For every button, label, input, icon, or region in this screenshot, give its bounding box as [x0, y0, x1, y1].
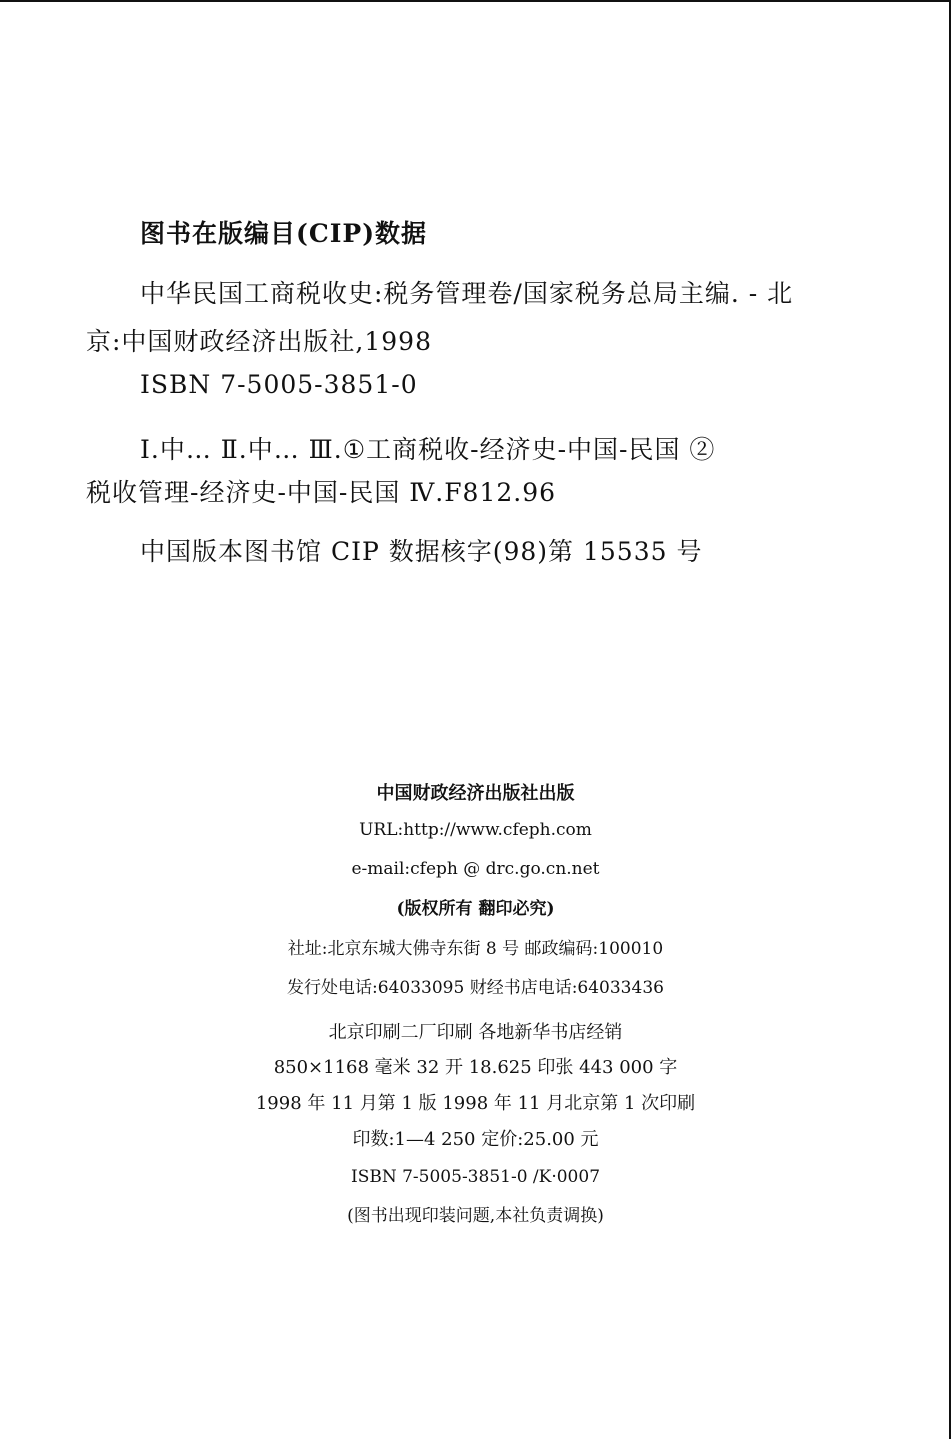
publisher-address: 社址:北京东城大佛寺东街 8 号 邮政编码:100010 [287, 939, 664, 959]
publisher-url: URL:http://www.cfeph.com [359, 820, 592, 840]
cip-isbn: ISBN 7-5005-3851-0 [140, 370, 418, 399]
cip-record-number: 中国版本图书馆 CIP 数据核字(98)第 15535 号 [140, 537, 703, 566]
print-run-price: 印数:1—4 250 定价:25.00 元 [352, 1129, 599, 1150]
publisher-email: e-mail:cfeph @ drc.go.cn.net [351, 859, 600, 879]
cip-heading: 图书在版编目(CIP)数据 [140, 219, 428, 248]
format-info: 850×1168 毫米 32 开 18.625 印张 443 000 字 [273, 1057, 678, 1078]
printing-issue-notice: (图书出现印装问题,本社负责调换) [347, 1206, 604, 1226]
cip-subjects-line-1: Ⅰ.中… Ⅱ.中… Ⅲ.①工商税收-经济史-中国-民国 ② [140, 435, 716, 464]
cip-subjects-line-2: 税收管理-经济史-中国-民国 Ⅳ.F812.96 [86, 478, 557, 507]
edition-info: 1998 年 11 月第 1 版 1998 年 11 月北京第 1 次印刷 [255, 1093, 696, 1114]
cip-title-line-2: 京:中国财政经济出版社,1998 [86, 327, 432, 356]
cip-title-line-1: 中华民国工商税收史:税务管理卷/国家税务总局主编. - 北 [140, 279, 794, 308]
copyright-notice: (版权所有 翻印必究) [396, 899, 555, 919]
printing-info: 北京印刷二厂印刷 各地新华书店经销 [328, 1022, 623, 1043]
publisher-phones: 发行处电话:64033095 财经书店电话:64033436 [287, 978, 664, 998]
isbn-full: ISBN 7-5005-3851-0 /K·0007 [350, 1167, 601, 1187]
publisher-name: 中国财政经济出版社出版 [376, 783, 575, 804]
